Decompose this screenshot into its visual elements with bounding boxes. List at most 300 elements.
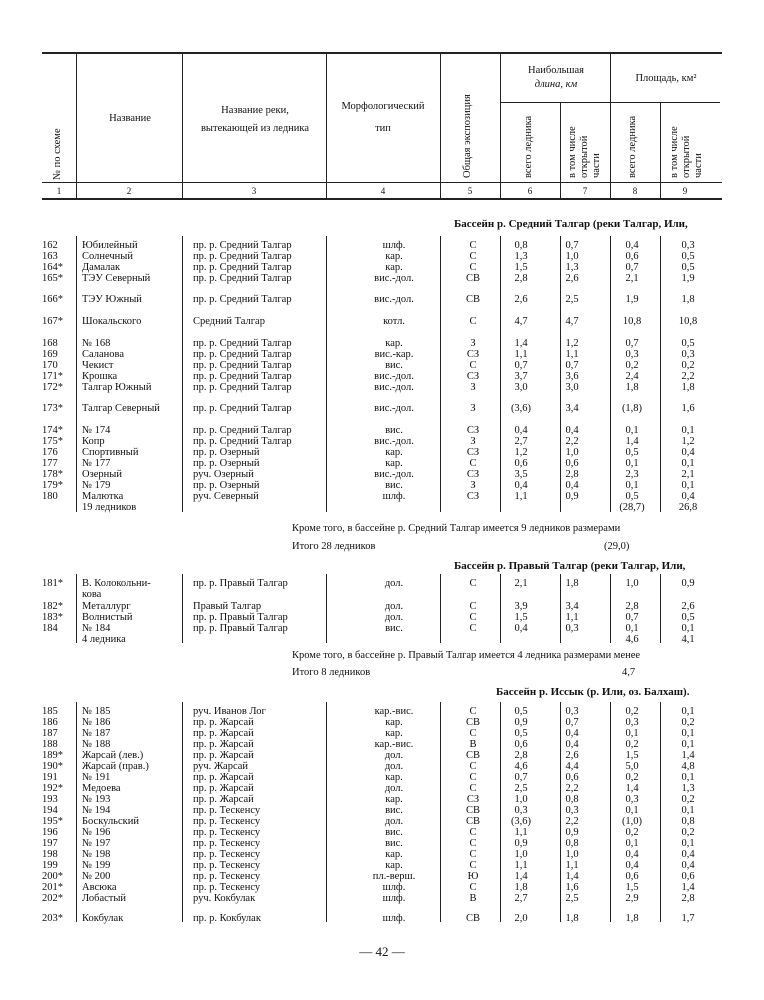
scheme-number: 171* — [42, 371, 63, 382]
morph-type: шлф. — [382, 893, 406, 904]
area-open: 1,9 — [681, 273, 695, 284]
area-open: 2,6 — [681, 601, 695, 612]
length-open: 0,4 — [565, 728, 579, 739]
area-total: 2,4 — [625, 371, 639, 382]
morph-type: дол. — [384, 601, 404, 612]
exposition: С — [469, 316, 477, 327]
glacier-name: № 196 — [82, 827, 111, 838]
scheme-number: 199 — [42, 860, 58, 871]
length-total: 1,0 — [514, 849, 528, 860]
morph-type: дол. — [384, 750, 404, 761]
area-open: 0,8 — [681, 816, 695, 827]
length-total: 1,4 — [514, 871, 528, 882]
exposition: СЗ — [466, 491, 480, 502]
area-total: 0,1 — [625, 623, 639, 634]
length-total: 0,8 — [514, 240, 528, 251]
scheme-number: 203* — [42, 913, 63, 924]
length-total: 0,4 — [514, 425, 528, 436]
length-total: 0,5 — [514, 728, 528, 739]
morph-type: вис. — [385, 827, 403, 838]
basin-total-value: (29,0) — [604, 541, 630, 552]
scheme-number: 174* — [42, 425, 63, 436]
morph-type: вис.-кар. — [374, 349, 414, 360]
morph-type: кар. — [385, 717, 403, 728]
glacier-name: Копр — [82, 436, 105, 447]
river-name: пр. р. Жарсай — [193, 794, 254, 805]
area-open: 0,1 — [681, 805, 695, 816]
morph-type: кар. — [385, 860, 403, 871]
length-total: 2,8 — [514, 750, 528, 761]
river-name: пр. р. Тескенсу — [193, 882, 261, 893]
glacier-name: Кокбулак — [82, 913, 124, 924]
morph-type: кар. — [385, 849, 403, 860]
river-name: Правый Талгар — [193, 601, 262, 612]
exposition: С — [469, 578, 477, 589]
morph-type: вис. — [385, 425, 403, 436]
morph-type: дол. — [384, 783, 404, 794]
exposition: С — [469, 827, 477, 838]
length-open: 0,7 — [565, 360, 579, 371]
length-total: 2,7 — [514, 436, 528, 447]
length-total: 0,6 — [514, 458, 528, 469]
header-vline-4 — [440, 52, 441, 200]
length-open: 0,6 — [565, 772, 579, 783]
column-numbers-rule — [42, 198, 722, 200]
morph-type: котл. — [383, 316, 405, 327]
area-total: 0,2 — [625, 772, 639, 783]
scheme-number: 200* — [42, 871, 63, 882]
length-open: 1,3 — [565, 262, 579, 273]
river-name: пр. р. Средний Талгар — [193, 262, 292, 273]
glacier-name: № 199 — [82, 860, 111, 871]
col3-header-line1: Название реки, — [221, 105, 289, 116]
length-open: 1,0 — [565, 849, 579, 860]
header-vline-6 — [560, 102, 561, 200]
glacier-name: Боскульский — [82, 816, 139, 827]
scheme-number: 163 — [42, 251, 58, 262]
area-open: 1,3 — [681, 783, 695, 794]
river-name: руч. Озерный — [193, 469, 254, 480]
length-total: 2,7 — [514, 893, 528, 904]
exposition: З — [470, 382, 476, 393]
area-open: 1,8 — [681, 294, 695, 305]
column-divider — [182, 702, 183, 922]
morph-type: вис. — [385, 480, 403, 491]
length-total: 0,5 — [514, 706, 528, 717]
exposition: С — [469, 772, 477, 783]
length-open: 3,4 — [565, 601, 579, 612]
col-number-1: 1 — [56, 186, 62, 196]
river-name: пр. р. Жарсай — [193, 783, 254, 794]
exposition: С — [469, 601, 477, 612]
exposition: С — [469, 761, 477, 772]
scheme-number: 170 — [42, 360, 58, 371]
length-total: 0,6 — [514, 739, 528, 750]
river-name: Средний Талгар — [193, 316, 265, 327]
area-total: 0,4 — [625, 860, 639, 871]
length-open: 0,4 — [565, 480, 579, 491]
scheme-number: 185 — [42, 706, 58, 717]
scheme-number: 182* — [42, 601, 63, 612]
length-total: 1,5 — [514, 262, 528, 273]
exposition: СВ — [465, 750, 480, 761]
exposition: СВ — [465, 717, 480, 728]
length-open: 3,0 — [565, 382, 579, 393]
scheme-number: 190* — [42, 761, 63, 772]
scheme-number: 169 — [42, 349, 58, 360]
area-open: 0,1 — [681, 838, 695, 849]
basin-note: Кроме того, в бассейне р. Правый Талгар имеется 4 ледника размерами менее — [292, 650, 641, 661]
column-divider — [660, 574, 661, 643]
header-vline-2 — [182, 52, 183, 200]
exposition: С — [469, 838, 477, 849]
area-open: 0,3 — [681, 240, 695, 251]
glacier-name: № 186 — [82, 717, 111, 728]
area-open: 0,1 — [681, 706, 695, 717]
morph-type: кар. — [385, 728, 403, 739]
area-open: 0,3 — [681, 349, 695, 360]
river-name: пр. р. Средний Талгар — [193, 240, 292, 251]
length-open: 2,5 — [565, 893, 579, 904]
exposition: СВ — [465, 294, 480, 305]
length-total: 4,7 — [514, 316, 528, 327]
exposition: С — [469, 783, 477, 794]
river-name: пр. р. Средний Талгар — [193, 425, 292, 436]
morph-type: вис.-дол. — [374, 294, 414, 305]
area-open: 0,5 — [681, 612, 695, 623]
morph-type: пл.-верш. — [372, 871, 416, 882]
exposition: СВ — [465, 816, 480, 827]
river-name: пр. р. Средний Талгар — [193, 294, 292, 305]
river-name: пр. р. Средний Талгар — [193, 436, 292, 447]
glacier-name: Жарсай (прав.) — [82, 761, 149, 772]
scheme-number: 167* — [42, 316, 63, 327]
glacier-name: ТЭУ Южный — [82, 294, 142, 305]
scheme-number: 189* — [42, 750, 63, 761]
glacier-name: № 177 — [82, 458, 111, 469]
area-total: 1,5 — [625, 882, 639, 893]
river-name: пр. р. Правый Талгар — [193, 612, 288, 623]
header-vline-1 — [76, 52, 77, 200]
river-name: пр. р. Средний Талгар — [193, 251, 292, 262]
river-name: пр. р. Тескенсу — [193, 838, 261, 849]
length-open: 2,2 — [565, 783, 579, 794]
morph-type: вис.-дол. — [374, 403, 414, 414]
length-open: 2,6 — [565, 273, 579, 284]
morph-type: кар. — [385, 772, 403, 783]
exposition: СЗ — [466, 447, 480, 458]
morph-type: вис.-дол. — [374, 382, 414, 393]
area-total: 0,1 — [625, 425, 639, 436]
length-group-line1: Наибольшая — [528, 65, 584, 76]
area-group-header: Площадь, км² — [635, 73, 697, 84]
scheme-number: 162 — [42, 240, 58, 251]
glacier-name: Солнечный — [82, 251, 133, 262]
length-total: 0,9 — [514, 717, 528, 728]
glacier-name: № 185 — [82, 706, 111, 717]
scheme-number: 166* — [42, 294, 63, 305]
morph-type: вис.-дол. — [374, 436, 414, 447]
header-vline-7 — [610, 52, 611, 200]
exposition: СЗ — [466, 349, 480, 360]
morph-type: кар. — [385, 447, 403, 458]
morph-type: кар. — [385, 794, 403, 805]
river-name: пр. р. Средний Талгар — [193, 360, 292, 371]
length-total: 1,1 — [514, 491, 528, 502]
basin-heading: Бассейн р. Правый Талгар (реки Талгар, Или, — [454, 560, 686, 572]
length-total: 1,3 — [514, 251, 528, 262]
scheme-number: 194 — [42, 805, 58, 816]
length-total: 4,6 — [514, 761, 528, 772]
morph-type: дол. — [384, 761, 404, 772]
length-open: 0,3 — [565, 706, 579, 717]
column-divider — [76, 702, 77, 922]
morph-type: шлф. — [382, 240, 406, 251]
column-divider — [610, 574, 611, 643]
river-name: руч. Иванов Лог — [193, 706, 266, 717]
area-total: 0,6 — [625, 871, 639, 882]
length-total: 1,0 — [514, 794, 528, 805]
column-divider — [326, 236, 327, 512]
area-open: 2,1 — [681, 469, 695, 480]
river-name: пр. р. Тескенсу — [193, 860, 261, 871]
area-open: 0,4 — [681, 849, 695, 860]
basin-total-value: 4,7 — [622, 667, 636, 678]
area-open: 0,4 — [681, 491, 695, 502]
column-divider — [76, 236, 77, 512]
column-divider — [182, 574, 183, 643]
length-total: 0,3 — [514, 805, 528, 816]
morph-type: шлф. — [382, 491, 406, 502]
length-open: 1,8 — [565, 578, 579, 589]
area-total: 0,2 — [625, 827, 639, 838]
length-open: 2,5 — [565, 294, 579, 305]
scheme-number: 191 — [42, 772, 58, 783]
river-name: пр. р. Тескенсу — [193, 849, 261, 860]
column-divider — [182, 236, 183, 512]
basin-total-label: Итого 8 ледников — [292, 667, 371, 678]
length-total: 2,5 — [514, 783, 528, 794]
length-open: 1,0 — [565, 251, 579, 262]
length-total: 1,1 — [514, 860, 528, 871]
length-total: 2,1 — [514, 578, 528, 589]
area-total: 1,8 — [625, 913, 639, 924]
glacier-name: Талгар Южный — [82, 382, 152, 393]
length-total: 2,0 — [514, 913, 528, 924]
length-total: 3,5 — [514, 469, 528, 480]
area-total: 0,1 — [625, 838, 639, 849]
area-total: 2,9 — [625, 893, 639, 904]
glacier-name: Жарсай (лев.) — [82, 750, 144, 761]
area-total: 0,6 — [625, 251, 639, 262]
length-total: 3,9 — [514, 601, 528, 612]
length-total: 3,0 — [514, 382, 528, 393]
length-total: 1,8 — [514, 882, 528, 893]
length-total: 0,7 — [514, 360, 528, 371]
area-total: 1,8 — [625, 382, 639, 393]
river-name: пр. р. Средний Талгар — [193, 338, 292, 349]
scheme-number: 202* — [42, 893, 63, 904]
glacier-name: Авсюка — [82, 882, 117, 893]
morph-type: кар. — [385, 251, 403, 262]
glacier-name: № 191 — [82, 772, 111, 783]
scheme-number: 197 — [42, 838, 58, 849]
length-open: 1,1 — [565, 612, 579, 623]
river-name: пр. р. Озерный — [193, 480, 260, 491]
morph-type: дол. — [384, 816, 404, 827]
length-open: 3,6 — [565, 371, 579, 382]
area-total: 0,1 — [625, 458, 639, 469]
basin-heading: Бассейн р. Средний Талгар (реки Талгар, Или, — [454, 218, 688, 230]
area-open: 1,7 — [681, 913, 695, 924]
area-open: 0,1 — [681, 480, 695, 491]
scheme-number: 198 — [42, 849, 58, 860]
length-open: 4,7 — [565, 316, 579, 327]
morph-type: вис.-дол. — [374, 273, 414, 284]
length-total: 0,7 — [514, 772, 528, 783]
col-number-7: 7 — [582, 186, 588, 196]
area-total: 2,8 — [625, 601, 639, 612]
scheme-number: 172* — [42, 382, 63, 393]
area-total: 1,0 — [625, 578, 639, 589]
morph-type: шлф. — [382, 882, 406, 893]
exposition: С — [469, 623, 477, 634]
length-open: 1,4 — [565, 871, 579, 882]
glacier-name: Саланова — [82, 349, 125, 360]
glacier-name: Шокальского — [82, 316, 142, 327]
length-total: 0,4 — [514, 480, 528, 491]
col-number-3: 3 — [251, 186, 257, 196]
area-open: 0,5 — [681, 251, 695, 262]
morph-type: кар. — [385, 338, 403, 349]
glacier-name: Талгар Северный — [82, 403, 160, 414]
morph-type: вис. — [385, 805, 403, 816]
exposition: С — [469, 458, 477, 469]
length-open: 0,3 — [565, 623, 579, 634]
length-open: 2,2 — [565, 436, 579, 447]
col8-header: всего ледника — [627, 115, 638, 178]
length-open: 0,8 — [565, 838, 579, 849]
page-number: — 42 — — [359, 944, 405, 959]
exposition: СЗ — [466, 371, 480, 382]
length-open: 0,7 — [565, 240, 579, 251]
length-open: 0,7 — [565, 717, 579, 728]
col6-header: всего ледника — [523, 115, 534, 178]
river-name: пр. р. Жарсай — [193, 717, 254, 728]
exposition: З — [470, 338, 476, 349]
area-total: 10,8 — [622, 316, 642, 327]
length-open: 1,0 — [565, 447, 579, 458]
scheme-number: 168 — [42, 338, 58, 349]
morph-type: шлф. — [382, 913, 406, 924]
river-name: пр. р. Средний Талгар — [193, 371, 292, 382]
scheme-number: 195* — [42, 816, 63, 827]
river-name: пр. р. Тескенсу — [193, 816, 261, 827]
river-name: пр. р. Средний Талгар — [193, 382, 292, 393]
length-open: 1,2 — [565, 338, 579, 349]
glacier-name: Юбилейный — [82, 240, 138, 251]
col-number-2: 2 — [126, 186, 132, 196]
glacier-name: В. Колокольни- — [82, 578, 151, 589]
exposition: С — [469, 360, 477, 371]
area-open: 0,2 — [681, 360, 695, 371]
length-open: 0,9 — [565, 827, 579, 838]
area-total: (1,0) — [621, 816, 643, 827]
length-total: 0,9 — [514, 838, 528, 849]
length-open: 2,2 — [565, 816, 579, 827]
morph-type: вис. — [385, 360, 403, 371]
area-open: 0,6 — [681, 871, 695, 882]
col-number-5: 5 — [467, 186, 473, 196]
glacier-name: № 194 — [82, 805, 111, 816]
exposition: З — [470, 403, 476, 414]
area-open: 1,6 — [681, 403, 695, 414]
glacier-name: № 179 — [82, 480, 111, 491]
col2-header: Название — [109, 113, 151, 124]
exposition: Ю — [467, 871, 479, 882]
area-open: 4,1 — [681, 634, 695, 645]
glacier-name: Крошка — [82, 371, 118, 382]
area-open: 0,1 — [681, 728, 695, 739]
length-open: 1,1 — [565, 860, 579, 871]
length-open: 0,4 — [565, 425, 579, 436]
area-total: 0,1 — [625, 480, 639, 491]
glacier-name: № 184 — [82, 623, 111, 634]
area-total: 0,3 — [625, 717, 639, 728]
river-name: пр. р. Тескенсу — [193, 827, 261, 838]
glacier-name: Спортивный — [82, 447, 139, 458]
scheme-number: 176 — [42, 447, 58, 458]
river-name: пр. р. Средний Талгар — [193, 273, 292, 284]
glacier-name: № 174 — [82, 425, 111, 436]
glacier-name: Металлург — [82, 601, 131, 612]
area-total: 2,1 — [625, 273, 639, 284]
area-open: 0,4 — [681, 860, 695, 871]
glacier-name: Медоева — [82, 783, 121, 794]
column-divider — [660, 702, 661, 922]
header-vline-3 — [326, 52, 327, 200]
area-open: 1,2 — [681, 436, 695, 447]
exposition: СВ — [465, 273, 480, 284]
exposition: В — [469, 893, 477, 904]
exposition: С — [469, 262, 477, 273]
area-open: 0,1 — [681, 623, 695, 634]
morph-type: вис.-дол. — [374, 469, 414, 480]
exposition: С — [469, 860, 477, 871]
column-divider — [610, 702, 611, 922]
scheme-number: 192* — [42, 783, 63, 794]
river-name: руч. Северный — [193, 491, 259, 502]
morph-type: кар.-вис. — [374, 739, 414, 750]
river-name: пр. р. Тескенсу — [193, 871, 261, 882]
morph-type: кар. — [385, 262, 403, 273]
area-open: 26,8 — [678, 502, 698, 513]
column-divider — [326, 702, 327, 922]
river-name: пр. р. Правый Талгар — [193, 578, 288, 589]
glacier-name: Волнистый — [82, 612, 133, 623]
area-open: 0,9 — [681, 578, 695, 589]
exposition: С — [469, 849, 477, 860]
scheme-number: 187 — [42, 728, 58, 739]
col1-header: № по схеме — [52, 128, 63, 180]
glacier-name: № 197 — [82, 838, 111, 849]
basin-total-label: Итого 28 ледников — [292, 541, 376, 552]
exposition: С — [469, 240, 477, 251]
length-group-line2: длина, км — [534, 79, 578, 90]
col4-header-line2: тип — [375, 123, 391, 134]
exposition: СВ — [465, 805, 480, 816]
scheme-number: 193 — [42, 794, 58, 805]
